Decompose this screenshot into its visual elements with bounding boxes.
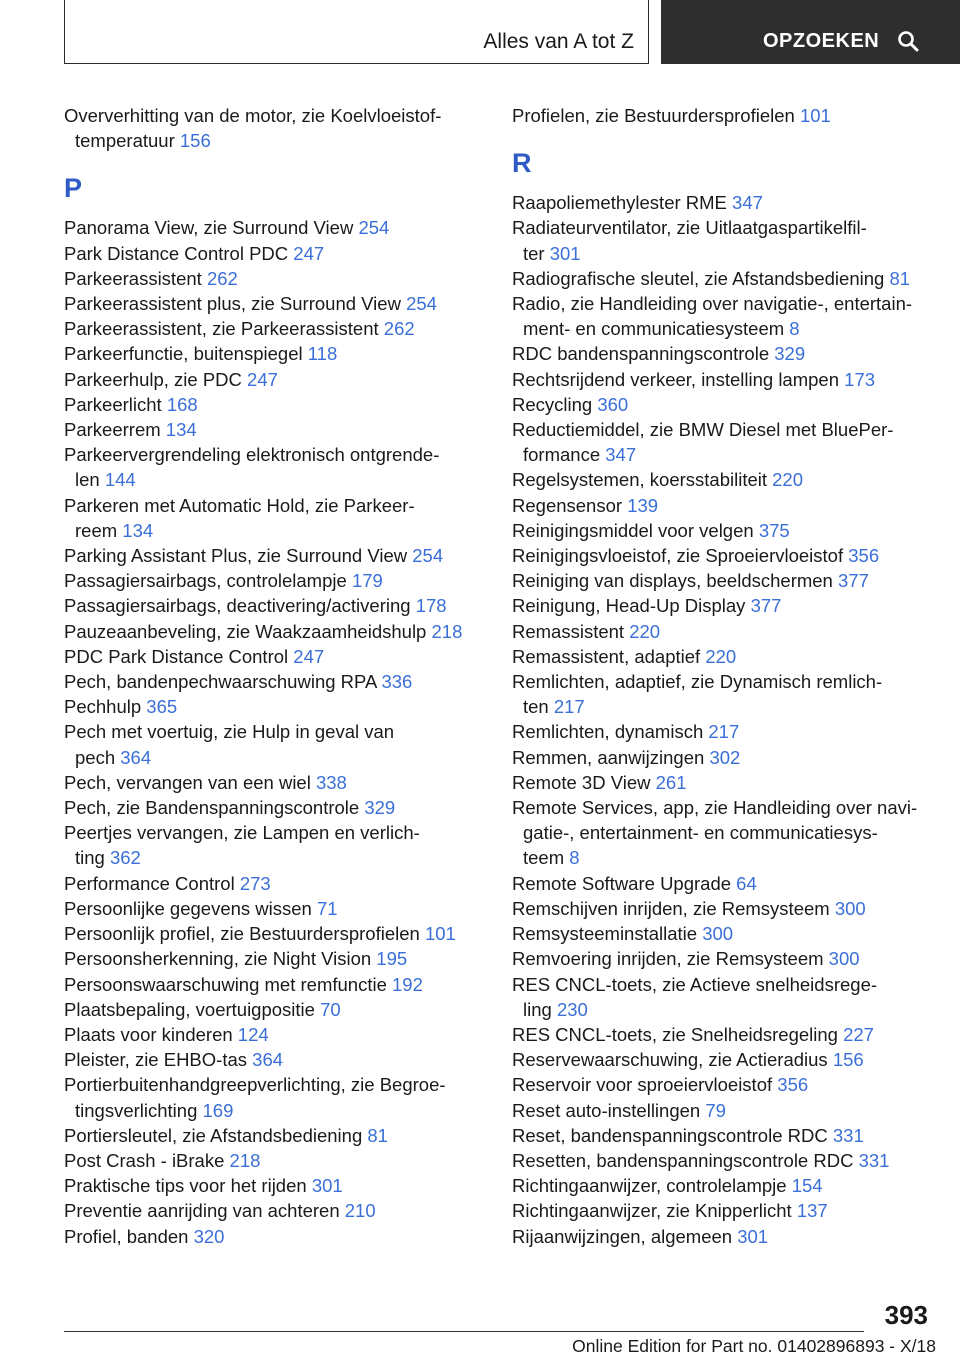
page-reference-link[interactable]: 81 bbox=[367, 1124, 388, 1146]
page-reference-link[interactable]: 220 bbox=[772, 469, 804, 491]
page-reference-link[interactable]: 329 bbox=[364, 797, 396, 819]
page-reference-link[interactable]: 331 bbox=[832, 1124, 864, 1146]
page-reference-link[interactable]: 139 bbox=[627, 494, 659, 516]
entry-text: Parkeervergrendeling elektronisch ontgrende- bbox=[64, 444, 440, 466]
page-reference-link[interactable]: 300 bbox=[828, 948, 860, 970]
entry-text: Pech, zie Bandenspanningscontrole bbox=[64, 797, 360, 819]
section-letter: R bbox=[512, 148, 532, 179]
page-reference-link[interactable]: 154 bbox=[791, 1175, 823, 1197]
page-reference-link[interactable]: 338 bbox=[315, 771, 347, 793]
page-reference-link[interactable]: 329 bbox=[774, 343, 806, 365]
index-entry bbox=[64, 568, 494, 593]
index-entry bbox=[512, 341, 932, 366]
entry-text: Remvoering inrijden, zie Remsysteem bbox=[512, 948, 824, 970]
index-entry bbox=[512, 1148, 932, 1173]
page-reference-link[interactable]: 218 bbox=[229, 1149, 261, 1171]
index-entry bbox=[512, 266, 932, 291]
page-reference-link[interactable]: 347 bbox=[732, 192, 763, 214]
entry-text: tingsverlichting bbox=[75, 1099, 198, 1121]
index-entry bbox=[512, 103, 932, 128]
page-reference-link[interactable]: 220 bbox=[629, 620, 661, 642]
entry-text: RES CNCL-toets, zie Actieve snelheidsrege- bbox=[512, 973, 878, 995]
page-reference-link[interactable]: 302 bbox=[709, 746, 741, 768]
page-reference-link[interactable]: 173 bbox=[844, 368, 876, 390]
page-reference-link[interactable]: 217 bbox=[708, 721, 740, 743]
entry-text: Reinigingsvloeistof, zie Sproeiervloeistof bbox=[512, 545, 844, 567]
index-entry bbox=[64, 820, 494, 870]
entry-text: Richtingaanwijzer, controlelampje bbox=[512, 1175, 787, 1197]
page-reference-link[interactable]: 195 bbox=[376, 948, 408, 970]
entry-text: Remlichten, dynamisch bbox=[512, 721, 704, 743]
entry-text: Persoonlijk profiel, zie Bestuurdersprofielen bbox=[64, 923, 420, 945]
page-reference-link[interactable]: 364 bbox=[120, 746, 152, 768]
entry-text: Portiersleutel, zie Afstandsbediening bbox=[64, 1124, 363, 1146]
index-entry bbox=[64, 946, 494, 971]
index-entry bbox=[64, 795, 494, 820]
page-reference-link[interactable]: 101 bbox=[799, 105, 831, 126]
entry-text: Parkeerfunctie, buitenspiegel bbox=[64, 343, 303, 365]
entry-text: Remassistent, adaptief bbox=[512, 645, 701, 667]
entry-text: Parkeren met Automatic Hold, zie Parkeer- bbox=[64, 494, 415, 516]
tab-az-label: Alles van A tot Z bbox=[483, 30, 634, 53]
entry-text: reem bbox=[75, 519, 118, 541]
index-entry bbox=[64, 417, 494, 442]
index-entry bbox=[64, 1198, 494, 1223]
index-entry bbox=[512, 1123, 932, 1148]
index-entry bbox=[64, 341, 494, 366]
entry-text: len bbox=[75, 469, 100, 491]
entry-text: Persoonswaarschuwing met remfunctie bbox=[64, 973, 387, 995]
page-reference-link[interactable]: 254 bbox=[412, 545, 444, 567]
entry-text: Pechhulp bbox=[64, 696, 142, 718]
footer-divider bbox=[64, 1331, 864, 1332]
index-entry bbox=[64, 694, 494, 719]
page-reference-link[interactable]: 356 bbox=[848, 545, 880, 567]
index-entry bbox=[64, 1047, 494, 1072]
index-entry bbox=[512, 921, 932, 946]
index-entry bbox=[64, 1224, 494, 1249]
index-entry bbox=[512, 215, 932, 265]
page-reference-link[interactable]: 365 bbox=[146, 696, 178, 718]
entry-text: Pech met voertuig, zie Hulp in geval van bbox=[64, 721, 395, 743]
entry-text: Parkeerassistent plus, zie Surround View bbox=[64, 293, 401, 315]
entry-text: Passagiersairbags, controlelampje bbox=[64, 570, 347, 592]
page-reference-link[interactable]: 347 bbox=[605, 444, 637, 466]
entry-text: Persoonsherkenning, zie Night Vision bbox=[64, 948, 372, 970]
page-reference-link[interactable]: 70 bbox=[320, 998, 341, 1020]
entry-text: Performance Control bbox=[64, 872, 235, 894]
entry-text: Pech, bandenpechwaarschuwing RPA bbox=[64, 671, 377, 693]
index-entry bbox=[512, 1224, 932, 1249]
index-entry bbox=[64, 215, 494, 240]
index-entry bbox=[512, 770, 932, 795]
entry-text: Pleister, zie EHBO-tas bbox=[64, 1049, 248, 1071]
entry-text: pech bbox=[75, 746, 116, 768]
page-reference-link[interactable]: 377 bbox=[750, 595, 782, 617]
page-number: 393 bbox=[884, 1300, 928, 1330]
index-entry bbox=[64, 1173, 494, 1198]
index-entry bbox=[512, 1072, 932, 1097]
page-reference-link[interactable]: 364 bbox=[252, 1049, 284, 1071]
page-reference-link[interactable]: 169 bbox=[202, 1099, 234, 1121]
page-reference-link[interactable]: 220 bbox=[705, 645, 737, 667]
entry-text: teem bbox=[523, 847, 565, 869]
index-entry bbox=[512, 593, 932, 618]
entry-text: Praktische tips voor het rijden bbox=[64, 1175, 307, 1197]
entry-text: Profiel, banden bbox=[64, 1225, 189, 1247]
entry-text: Pauzeaanbeveling, zie Waakzaamheidshulp bbox=[64, 620, 427, 642]
entry-text: Reinigingsmiddel voor velgen bbox=[512, 519, 754, 541]
page-reference-link[interactable]: 210 bbox=[344, 1200, 376, 1222]
index-entry bbox=[64, 103, 494, 153]
page-reference-link[interactable]: 64 bbox=[736, 872, 757, 894]
entry-text: Resetten, bandenspanningscontrole RDC bbox=[512, 1149, 854, 1171]
entry-text: Reset, bandenspanningscontrole RDC bbox=[512, 1124, 828, 1146]
page-reference-link[interactable]: 320 bbox=[193, 1225, 225, 1247]
index-entry bbox=[64, 997, 494, 1022]
page-reference-link[interactable]: 301 bbox=[549, 242, 581, 264]
entry-text: Profielen, zie Bestuurdersprofielen bbox=[512, 105, 795, 126]
page-reference-link[interactable]: 262 bbox=[206, 267, 238, 289]
page-reference-link[interactable]: 360 bbox=[597, 393, 629, 415]
page-reference-link[interactable]: 230 bbox=[556, 998, 588, 1020]
index-entry bbox=[512, 493, 932, 518]
index-entry bbox=[64, 669, 494, 694]
entry-text: formance bbox=[523, 444, 601, 466]
page-reference-link[interactable]: 217 bbox=[553, 696, 585, 718]
tab-alles-van-a-tot-z[interactable] bbox=[64, 0, 649, 64]
entry-text: Portierbuitenhandgreepverlichting, zie Begroe- bbox=[64, 1074, 446, 1096]
index-entry bbox=[64, 291, 494, 316]
search-icon bbox=[897, 30, 919, 52]
entry-text: ment- en communicatiesysteem bbox=[523, 318, 785, 340]
entry-text: Plaats voor kinderen bbox=[64, 1023, 233, 1045]
entry-text: Parking Assistant Plus, zie Surround View bbox=[64, 545, 408, 567]
page-reference-link[interactable]: 273 bbox=[239, 872, 271, 894]
index-entry bbox=[512, 1198, 932, 1223]
index-entry bbox=[512, 543, 932, 568]
page-reference-link[interactable]: 375 bbox=[758, 519, 790, 541]
index-entry bbox=[64, 972, 494, 997]
footer-edition: Online Edition for Part no. 01402896893 - X/18 bbox=[572, 1336, 936, 1356]
entry-text: Remmen, aanwijzingen bbox=[512, 746, 705, 768]
page-reference-link[interactable]: 118 bbox=[307, 343, 338, 365]
page-reference-link[interactable]: 71 bbox=[316, 897, 338, 919]
index-entry bbox=[512, 745, 932, 770]
entry-text: Oververhitting van de motor, zie Koelvloeistof- bbox=[64, 105, 442, 126]
page-reference-link[interactable]: 101 bbox=[424, 923, 456, 945]
index-entry bbox=[512, 291, 932, 341]
page-reference-link[interactable]: 331 bbox=[858, 1149, 890, 1171]
index-entry bbox=[64, 871, 494, 896]
section-letter: P bbox=[64, 173, 83, 204]
page-reference-link[interactable]: 168 bbox=[166, 393, 198, 415]
page-reference-link[interactable]: 8 bbox=[789, 318, 800, 340]
index-entry bbox=[512, 518, 932, 543]
entry-text: gatie-, entertainment- en communicatiesys- bbox=[523, 822, 878, 844]
index-entry bbox=[64, 493, 494, 543]
entry-text: Remschijven inrijden, zie Remsysteem bbox=[512, 897, 830, 919]
index-entry bbox=[512, 871, 932, 896]
index-entry bbox=[512, 1047, 932, 1072]
index-entry bbox=[64, 921, 494, 946]
entry-text: Remote Services, app, zie Handleiding over navi- bbox=[512, 797, 918, 819]
entry-text: Reset auto-instellingen bbox=[512, 1099, 701, 1121]
page-reference-link[interactable]: 178 bbox=[415, 595, 447, 617]
index-entry bbox=[64, 593, 494, 618]
page-reference-link[interactable]: 227 bbox=[843, 1023, 874, 1045]
index-entry bbox=[64, 619, 494, 644]
page-reference-link[interactable]: 124 bbox=[237, 1023, 269, 1045]
page-reference-link[interactable]: 179 bbox=[351, 570, 383, 592]
page-reference-link[interactable]: 362 bbox=[109, 847, 141, 869]
index-entry bbox=[512, 719, 932, 744]
index-entry bbox=[512, 367, 932, 392]
page-reference-link[interactable]: 134 bbox=[122, 519, 154, 541]
entry-text: RES CNCL-toets, zie Snelheidsregeling bbox=[512, 1023, 838, 1045]
entry-text: Remote 3D View bbox=[512, 771, 651, 793]
index-entry bbox=[512, 1022, 932, 1047]
index-entry bbox=[64, 266, 494, 291]
index-entry bbox=[64, 543, 494, 568]
page-reference-link[interactable]: 247 bbox=[293, 645, 325, 667]
page-reference-link[interactable]: 261 bbox=[655, 771, 687, 793]
entry-text: Reinigung, Head-Up Display bbox=[512, 595, 746, 617]
entry-text: Parkeerassistent, zie Parkeerassistent bbox=[64, 318, 379, 340]
page-reference-link[interactable]: 144 bbox=[104, 469, 136, 491]
page-reference-link[interactable]: 300 bbox=[834, 897, 866, 919]
entry-text: Radio, zie Handleiding over navigatie-, entertain- bbox=[512, 293, 913, 315]
index-entry bbox=[64, 1022, 494, 1047]
page-reference-link[interactable]: 156 bbox=[179, 130, 211, 152]
entry-text: Rijaanwijzingen, algemeen bbox=[512, 1225, 733, 1247]
index-entry bbox=[512, 1098, 932, 1123]
page-reference-link[interactable]: 300 bbox=[702, 923, 734, 945]
entry-text: Reductiemiddel, zie BMW Diesel met BluePer- bbox=[512, 419, 894, 441]
entry-text: Peertjes vervangen, zie Lampen en verlich- bbox=[64, 822, 420, 844]
index-entry bbox=[64, 1072, 494, 1122]
entry-text: Reiniging van displays, beeldschermen bbox=[512, 570, 833, 592]
page-reference-link[interactable]: 156 bbox=[832, 1049, 864, 1071]
entry-text: ten bbox=[523, 696, 549, 718]
entry-text: Parkeerhulp, zie PDC bbox=[64, 368, 242, 390]
entry-text: Recycling bbox=[512, 393, 593, 415]
index-entry bbox=[64, 1148, 494, 1173]
entry-text: Raapoliemethylester RME bbox=[512, 192, 727, 214]
index-entry bbox=[64, 367, 494, 392]
entry-text: Reservewaarschuwing, zie Actieradius bbox=[512, 1049, 828, 1071]
page-reference-link[interactable]: 137 bbox=[796, 1200, 828, 1222]
index-entry bbox=[64, 392, 494, 417]
entry-text: Richtingaanwijzer, zie Knipperlicht bbox=[512, 1200, 792, 1222]
entry-text: Regelsystemen, koersstabiliteit bbox=[512, 469, 767, 491]
page-reference-link[interactable]: 262 bbox=[383, 318, 415, 340]
page-reference-link[interactable]: 247 bbox=[293, 242, 325, 264]
entry-text: temperatuur bbox=[75, 130, 175, 152]
page-reference-link[interactable]: 218 bbox=[431, 620, 463, 642]
entry-text: Persoonlijke gegevens wissen bbox=[64, 897, 312, 919]
entry-text: Remsysteeminstallatie bbox=[512, 923, 698, 945]
entry-text: Plaatsbepaling, voertuigpositie bbox=[64, 998, 315, 1020]
index-entry bbox=[512, 669, 932, 719]
index-entry bbox=[64, 770, 494, 795]
entry-text: PDC Park Distance Control bbox=[64, 645, 289, 667]
tab-opzoeken[interactable] bbox=[661, 0, 960, 64]
entry-text: Remlichten, adaptief, zie Dynamisch remlich- bbox=[512, 671, 883, 693]
index-entry bbox=[512, 644, 932, 669]
page-reference-link[interactable]: 79 bbox=[705, 1099, 726, 1121]
page-reference-link[interactable]: 301 bbox=[311, 1175, 343, 1197]
entry-text: Reservoir voor sproeiervloeistof bbox=[512, 1074, 773, 1096]
index-entry bbox=[64, 241, 494, 266]
top-navigation bbox=[0, 0, 960, 66]
index-entry bbox=[512, 1173, 932, 1198]
entry-text: Parkeerlicht bbox=[64, 393, 162, 415]
index-entry bbox=[512, 619, 932, 644]
page-reference-link[interactable]: 377 bbox=[838, 570, 869, 592]
index-entry bbox=[512, 190, 932, 215]
entry-text: Rechtsrijdend verkeer, instelling lampen bbox=[512, 368, 840, 390]
page-reference-link[interactable]: 301 bbox=[737, 1225, 769, 1247]
index-entry bbox=[512, 392, 932, 417]
index-entry bbox=[512, 417, 932, 467]
index-entry bbox=[512, 795, 932, 871]
index-entry bbox=[512, 467, 932, 492]
index-entry bbox=[64, 442, 494, 492]
entry-text: Parkeerassistent bbox=[64, 267, 202, 289]
entry-text: Panorama View, zie Surround View bbox=[64, 217, 354, 239]
entry-text: ter bbox=[523, 242, 545, 264]
page-reference-link[interactable]: 192 bbox=[392, 973, 423, 995]
index-entry bbox=[64, 1123, 494, 1148]
page-reference-link[interactable]: 81 bbox=[889, 267, 911, 289]
page-reference-link[interactable]: 336 bbox=[381, 671, 413, 693]
entry-text: Parkeerrem bbox=[64, 419, 161, 441]
tab-search-label: OPZOEKEN bbox=[763, 30, 880, 52]
entry-text: Remote Software Upgrade bbox=[512, 872, 732, 894]
entry-text: Preventie aanrijding van achteren bbox=[64, 1200, 340, 1222]
entry-text: RDC bandenspanningscontrole bbox=[512, 343, 770, 365]
index-entry bbox=[512, 568, 932, 593]
page-reference-link[interactable]: 356 bbox=[777, 1074, 809, 1096]
index-entry bbox=[512, 972, 932, 1022]
entry-text: Park Distance Control PDC bbox=[64, 242, 289, 264]
entry-text: Radiateurventilator, zie Uitlaatgaspartikelfil- bbox=[512, 217, 867, 239]
page-reference-link[interactable]: 134 bbox=[165, 419, 197, 441]
entry-text: Regensensor bbox=[512, 494, 623, 516]
entry-text: Remassistent bbox=[512, 620, 625, 642]
index-entry bbox=[64, 719, 494, 769]
index-column-left bbox=[64, 103, 494, 1249]
entry-text: Post Crash - iBrake bbox=[64, 1149, 225, 1171]
entry-text: Pech, vervangen van een wiel bbox=[64, 771, 311, 793]
index-entry bbox=[64, 644, 494, 669]
entry-text: Radiografische sleutel, zie Afstandsbediening bbox=[512, 267, 885, 289]
page-reference-link[interactable]: 254 bbox=[406, 293, 437, 315]
page-reference-link[interactable]: 8 bbox=[569, 847, 580, 869]
index-entry bbox=[512, 946, 932, 971]
index-entry bbox=[64, 896, 494, 921]
entry-text: ling bbox=[523, 998, 552, 1020]
index-entry bbox=[64, 316, 494, 341]
index-entry bbox=[512, 896, 932, 921]
index-column-right bbox=[512, 103, 932, 1249]
entry-text: Passagiersairbags, deactivering/activering bbox=[64, 595, 411, 617]
entry-text: ting bbox=[75, 847, 105, 869]
page-reference-link[interactable]: 254 bbox=[358, 217, 390, 239]
page-reference-link[interactable]: 247 bbox=[247, 368, 278, 390]
